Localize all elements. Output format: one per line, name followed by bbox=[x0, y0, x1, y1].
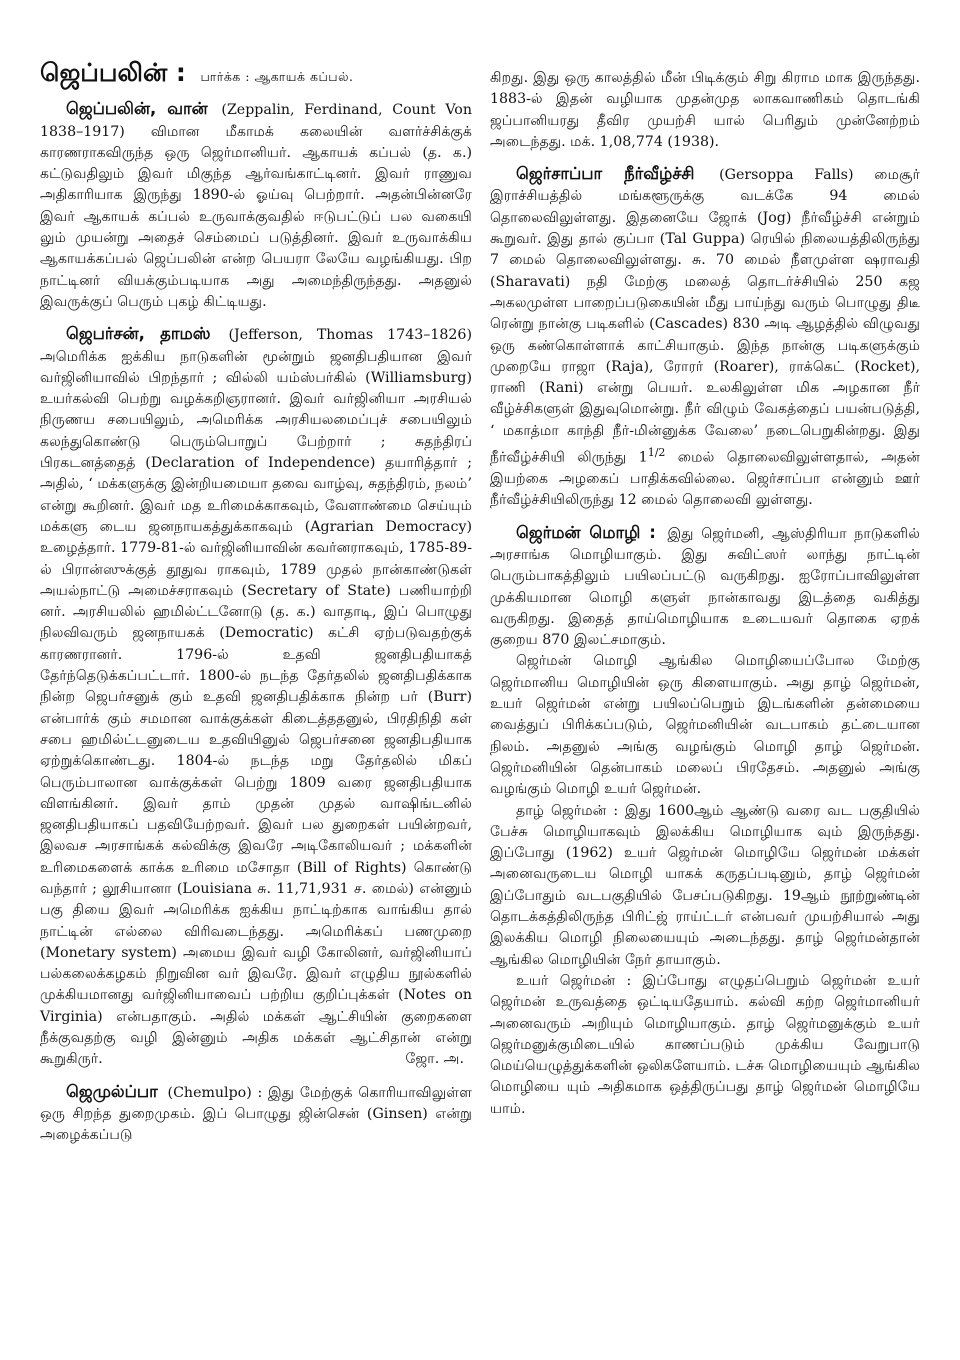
headword: ஜெப்பலின் : bbox=[40, 58, 186, 87]
entry-chemulpo bbox=[40, 1081, 472, 1147]
entry-chemulpo-continued bbox=[490, 68, 920, 153]
paragraph: இப்போது எழுதப்பெறும் ஜெர்மன் உயர் ஜெர்மன் உருவத்தை ஒட்டியதேயாம். கல்வி கற்ற ஜெர்மானியர் அனைவரும் அறியும் மொழியாகும். தாழ் ஜெர்மனுக்கும் உயர் ஜெர்மனுக்குமிடையில் காணப்படும் முக்கிய வேறுபாடு மெய்யெழுத்துக்களின் ஒலிகளேயாம். டச்சு மொழியையும் ஆங்கில மொழியை யும் அதிகமாக ஒத்திருப்பது தாழ் ஜெர்மன் மொழியே யாம். bbox=[490, 972, 920, 1117]
entry-zeppelin-count bbox=[40, 98, 472, 313]
cross-reference: பார்க்க : ஆகாயக் கப்பல். bbox=[200, 69, 354, 84]
headword: ஜெமுல்ப்பா bbox=[66, 1081, 158, 1101]
entry-body: இது ஜெர்மனி, ஆஸ்திரியா நாடுகளில் அரசாங்க மொழியாகும். இது சுவிட்ஸர் லாந்து நாட்டின் பெரும்பாகத்திலும் பயிலப்பட்டு வருகிறது. ஐரோப்பாவிலுள்ள முக்கியமான மொழி களுள் நான்காவது இடத்தை வகித்து வருகிறது. இதைத் தாய்மொழியாக உடையவர் தொகை ஏறக் குறைய 870 இலட்சமாகும். bbox=[490, 525, 920, 649]
headword: ஜெர்மன் மொழி : bbox=[516, 522, 656, 542]
fraction: 1/2 bbox=[647, 446, 666, 460]
paragraph: ஜெர்மன் மொழி ஆங்கில மொழியைப்போல மேற்கு ஜெர்மானிய மொழியின் ஒரு கிளையாகும். அது தாழ் ஜெர்மன், உயர் ஜெர்மன் என்று பயிலப்பெறும் இடங்களின் தன்மையை வைத்துப் பிரிக்கப்படும், ஜெர்மனியின் வடபாகம் தட்டையான நிலம். அதனுல் அங்கு வழங்கும் மொழி தாழ் ஜெர்மன். ஜெர்மனியின் தென்பாகம் மலைப் பிரதேசம். அதனுல் அங்கு வழங்கும் மொழி உயர் ஜெர்மன். bbox=[490, 653, 920, 798]
entry-body-continued: மைல் தொலைவிலுள்ளதால், அதன் இயற்கை அழகைப் பாதிக்கவில்லை. ஜெர்சாப்பா என்னும் ஊர் நீர்வீழ்ச்சியிலிருந்து 12 மைல் தொலைவி லுள்ளது. bbox=[490, 449, 920, 509]
entry-body: (Zeppalin, Ferdinand, Count Von 1838–1917) விமான மீகாமக் கலையின் வளர்ச்சிக்குக் காரணராகவிருந்த ஒரு ஜெர்மானியர். ஆகாயக் கப்பல் (த. க.) கட்டுவதிலும் இவர் மிகுந்த ஆர்வங்காட்டினர். இவர் ராணுவ அதிகாரியாக இருந்து 1890-ல் ஓய்வு பெற்றார். அதன்பின்னரே இவர் ஆகாயக் கப்பல் உருவாக்குவதில் ஈடுபட்டுப் பல வகையி லும் முயன்று அதைச் செம்மைப் படுத்தினர். இவர் உருவாக்கிய ஆகாயக்கப்பல் ஜெப்பலின் என்ற பெயரா லேயே வழங்கியது. பிற நாட்டினர் வியக்கும்படியாக அது அமைந்திருந்தது. அதனுல் இவருக்குப் பெரும் புகழ் கிட்டியது. bbox=[40, 102, 472, 310]
left-column bbox=[40, 58, 472, 1157]
entry-body: கிறது. இது ஒரு காலத்தில் மீன் பிடிக்கும் சிறு கிராம மாக இருந்தது. 1883-ல் இதன் வழியாக முதன்முத லாகவாணிகம் தொடங்கி ஜப்பானியரது தீவிர முயற்சி யால் பெரிதும் முன்னேற்றம் அடைந்தது. மக். 1,08,774 (1938). bbox=[490, 70, 920, 150]
subheading-low-german: தாழ் ஜெர்மன் : bbox=[516, 802, 619, 819]
entry-body: (Gersoppa Falls) மைசூர் இராச்சியத்தில் மங்களூருக்கு வடக்கே 94 மைல் தொலைவிலுள்ளது. இதனையே ஜோக் (Jog) நீர்வீழ்ச்சி என்றும் கூறுவர். இது தால் குப்பா (Tal Guppa) ரெயில் நிலையத்திலிருந்து 7 மைல் தொலைவிலுள்ளது. சு. 70 மைல் நீளமுள்ள ஷராவதி (Sharavati) நதி மேற்கு மலைத் தொடர்ச்சியில் 250 கஜ அகலமுள்ள பாறைப்படுகையின் மீது பாய்ந்து வரும் பொழுது திடீ ரென்று நான்கு படிகளில் (Cascades) 830 அடி ஆழத்தில் விழுவது ஒரு கண்கொள்ளாக் காட்சியாகும். இந்த நான்கு படிகளுக்கும் முறையே ராஜா (Raja), ரோரர் (Roarer), ராக்கெட் (Rocket), ராணி (Rani) என்று பெயர். உலகிலுள்ள மிக அழகான நீர் வீழ்ச்சிகளுள் இதுவுமொன்று. நீர் விழும் வேகத்தைப் பயன்படுத்தி, ‘ மகாத்மா காந்தி நீர்-மின்னுக்க வேலை’ நடைபெறுகின்றது. இது நீர்வீழ்ச்சியி லிருந்து 1 bbox=[490, 167, 920, 466]
headword: ஜெபர்சன், தாமஸ் bbox=[66, 324, 211, 344]
entry-gersoppa bbox=[490, 163, 920, 511]
author-signature: ஜோ. அ. bbox=[405, 1051, 464, 1068]
entry-jefferson bbox=[40, 323, 472, 1070]
entry-german-language bbox=[490, 522, 920, 1120]
entry-body: (Jefferson, Thomas 1743–1826) அமெரிக்க ஐக்கிய நாடுகளின் மூன்றும் ஜனதிபதியான இவர் வர்ஜினியாவில் பிறந்தார் ; வில்லி யம்ஸ்பர்கில் (Williamsburg) உயர்கல்வி பெற்று வழக்கறிஞரானர். இவர் வர்ஜினியா அரசியல் நிருணய சபையிலும், அமெரிக்க அரசியலமைப்புச் சபையிலும் கலந்துகொண்டு பெரும்பொறுப் பேற்றார் ; சுதந்திரப் பிரகடனத்தைத் (Declaration of Independence) தயாரித்தார் ; அதில், ‘ மக்களுக்கு இன்றியமையா தவை வாழ்வு, சுதந்திரம், நலம்’ என்று கூறினர். இவர் மத உரிமைக்காகவும், வேளாண்மை செய்யும் மக்களு டைய ஜனநாயகத்துக்காகவும் (Agrarian Democracy) உழைத்தார். 1779-81-ல் வர்ஜினியாவின் கவர்னராகவும், 1785-89-ல் பிரான்ஸுக்குத் தூதுவ ராகவும், 1789 முதல் நான்காண்டுகள் அயல்நாட்டு அமைச்சராகவும் (Secretary of State) பணியாற்றி னர். அரசியலில் ஹமில்ட்டனோடு (த. க.) வாதாடி, இப் பொழுது நிலவிவரும் ஜனநாயகக் (Democratic) கட்சி ஏற்படுவதற்குக் காரணரானர். 1796-ல் உதவி ஜனதிபதியாகத் தேர்ந்தெடுக்கப்பட்டார். 1800-ல் நடந்த தேர்தலில் ஜனதிபதிக்காக நின்ற ஜெபர்சனுக் கும் உதவி ஜனதிபதிக்காக நின்ற பர் (Burr) என்பார்க் கும் சமமான வாக்குக்கள் கிடைத்ததனுல், பிரதிநிதி கள் சபை ஹமில்ட்டனுடைய உதவியினுல் ஜெபர்சனை ஜனதிபதியாக ஏற்றுக்கொண்டது. 1804-ல் நடந்த மறு தேர்தலில் மிகப் பெரும்பாலான வாக்குக்கள் பெற்று 1809 வரை ஜனதிபதியாக விளங்கினர். இவர் தாம் முதன் முதல் வாஷிங்டனில் ஜனதிபதியாகப் பதவியேற்றவர். இவர் பல துறைகள் பயின்றவர், இலவச அரசாங்கக் கல்விக்கு இவரே அடிகோலியவர் ; மக்களின் உரிமைகளைக் காக்க உரிமை மசோதா (Bill of Rights) கொண்டு வந்தார் ; லூசியானா (Louisiana சு. 11,71,931 ச. மைல்) என்னும் பகு தியை இவர் அமெரிக்க ஐக்கிய நாட்டிற்காக வாங்கிய தால் நாட்டின் எல்லை விரிவடைந்தது. அமெரிக்கப் பணமுறை (Monetary system) அமைய இவர் வழி கோலினர், வர்ஜினியாப் பல்கலைக்கழகம் நிறுவின வர் இவரே. இவர் எழுதிய நூல்களில் முக்கியமானது வர்ஜினியாவைப் பற்றிய குறிப்புக்கள் (Notes on Virginia) என்பதாகும். அதில் மக்கள் ஆட்சியின் குறைகளை நீக்குவதற்கு வழி இன்னும் அதிக மக்கள் ஆட்சிதான் என்று கூறுகிருர். bbox=[40, 327, 472, 1068]
entry-zeppelin-crossref bbox=[40, 58, 472, 88]
right-column bbox=[490, 68, 920, 1130]
paragraph: இது 1600ஆம் ஆண்டு வரை வட பகுதியில் பேச்சு மொழியாகவும் இலக்கிய மொழியாக வும் இருந்தது. இப்போது (1962) உயர் ஜெர்மன் மொழியே ஜெர்மன் மக்கள் அனைவருடைய மொழி யாகக் கருதப்படினும், தாழ் ஜெர்மன் இப்போதும் வடபகுதியில் பேசப்படுகிறது. 19ஆம் நூற்றுண்டின் தொடக்கத்திலிருந்த பிரிட்ஜ் ராய்ட்டர் என்பவர் முயற்சியால் அது இலக்கிய மொழி நிலையையும் அடைந்தது. தாழ் ஜெர்மன்தான் ஆங்கில மொழியின் நேர் தாயாகும். bbox=[490, 802, 920, 968]
headword: ஜெர்சாப்பா நீர்வீழ்ச்சி bbox=[516, 164, 695, 184]
entry-body: (Chemulpo) : இது மேற்குக் கொரியாவிலுள்ள ஒரு சிறந்த துறைமுகம். இப் பொழுது ஜின்சென் (Ginsen) என்று அழைக்கப்படு bbox=[40, 1084, 472, 1144]
headword: ஜெப்பலின், வான் bbox=[66, 99, 208, 119]
subheading-high-german: உயர் ஜெர்மன் : bbox=[516, 972, 632, 989]
